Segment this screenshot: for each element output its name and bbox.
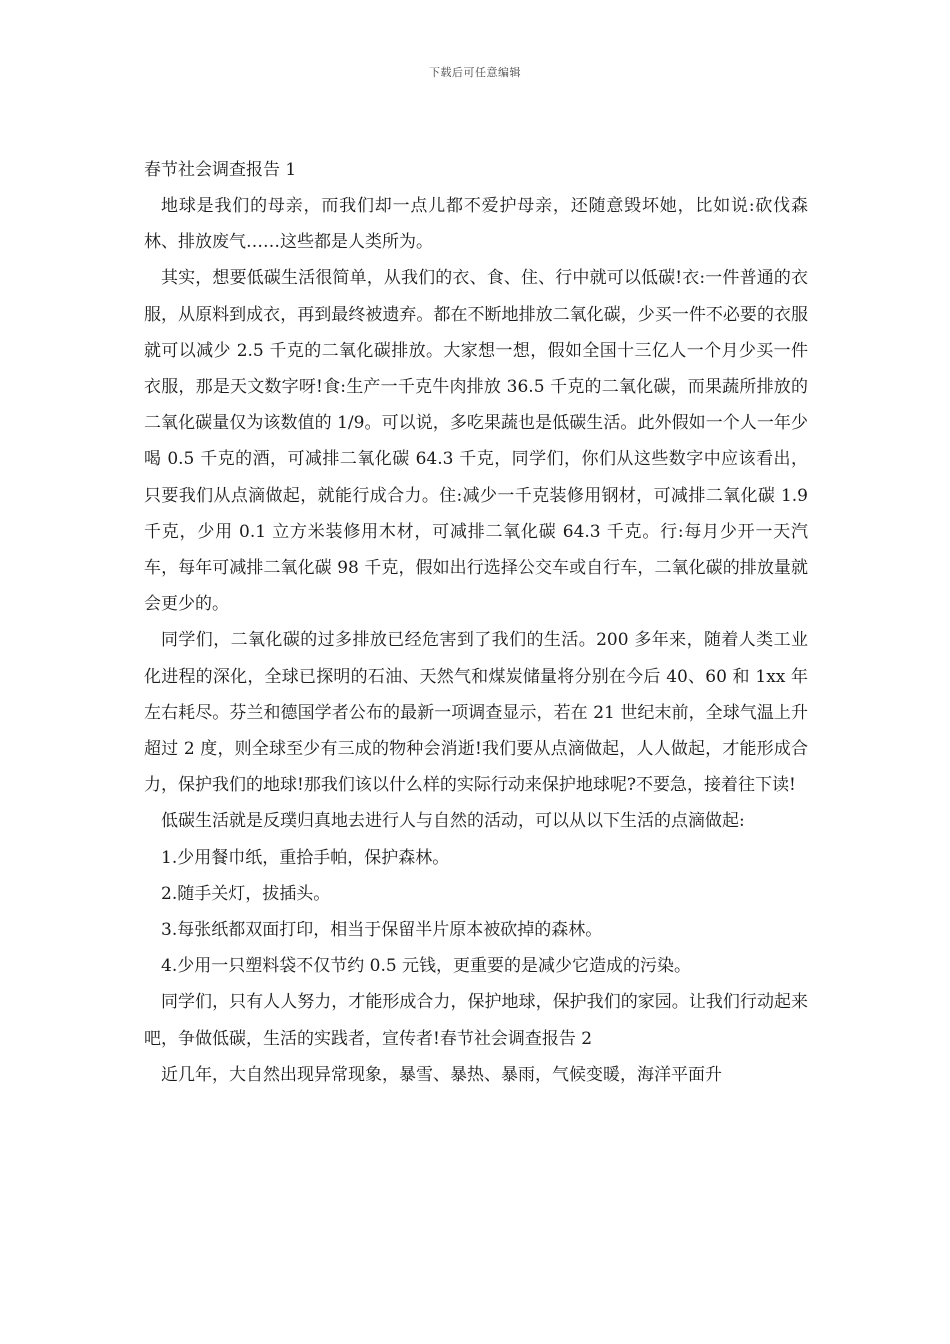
- paragraph: 地球是我们的母亲，而我们却一点儿都不爱护母亲，还随意毁坏她，比如说:砍伐森林、排放废气……这些都是人类所为。: [144, 196, 808, 253]
- paragraph: 其实，想要低碳生活很简单，从我们的衣、食、住、行中就可以低碳!衣:一件普通的衣服，从原料到成衣，再到最终被遗弃。都在不断地排放二氧化碳，少买一件不必要的衣服就可以减少 2.5 千克的二氧化碳排放。大家想一想，假如全国十三亿人一个月少买一件衣服，那是天文数字呀!食:生产一千克牛肉排放 36.5 千克的二氧化碳，而果蔬所排放的二氧化碳量仅为该数值的 1/9。可以说，多吃果蔬也是低碳生活。此外假如一个人一年少喝 0.5 千克的酒，可减排二氧化碳 64.3 千克，同学们，你们从这些数字中应该看出，只要我们从点滴做起，就能行成合力。住:减少一千克装修用钢材，可减排二氧化碳 1.9 千克，少用 0.1 立方米装修用木材，可减排二氧化碳 64.3 千克。行:每月少开一天汽车，每年可减排二氧化碳 98 千克，假如出行选择公交车或自行车，二氧化碳的排放量就会更少的。: [144, 268, 808, 615]
- paragraph: 近几年，大自然出现异常现象，暴雪、暴热、暴雨，气候变暖，海洋平面升: [161, 1064, 722, 1085]
- paragraph: 低碳生活就是反璞归真地去进行人与自然的活动，可以从以下生活的点滴做起:: [161, 811, 745, 832]
- paragraph: 同学们，二氧化碳的过多排放已经危害到了我们的生活。200 多年来，随着人类工业化进程的深化，全球已探明的石油、天然气和煤炭储量将分别在今后 40、60 和 1xx 年左右耗尽。芬兰和德国学者公布的最新一项调查显示，若在 21 世纪末前，全球气温上升超过 2 度，则全球至少有三成的物种会消逝!我们要从点滴做起，人人做起，才能形成合力，保护我们的地球!那我们该以什么样的实际行动来保护地球呢?不要急，接着往下读!: [144, 630, 808, 796]
- list-item: 2.随手关灯，拔插头。: [161, 883, 331, 904]
- list-item: 3.每张纸都双面打印，相当于保留半片原本被砍掉的森林。: [161, 920, 603, 941]
- list-item: 1.少用餐巾纸，重拾手帕，保护森林。: [161, 847, 450, 868]
- list-item: 4.少用一只塑料袋不仅节约 0.5 元钱，更重要的是减少它造成的污染。: [161, 956, 692, 977]
- paragraph: 同学们，只有人人努力，才能形成合力，保护地球，保护我们的家园。让我们行动起来吧，争做低碳，生活的实践者，宣传者!春节社会调查报告 2: [144, 992, 808, 1049]
- document-body: [144, 152, 808, 1093]
- page-header-note: 下载后可任意编辑: [429, 66, 521, 79]
- document-title: 春节社会调查报告 1: [144, 160, 297, 180]
